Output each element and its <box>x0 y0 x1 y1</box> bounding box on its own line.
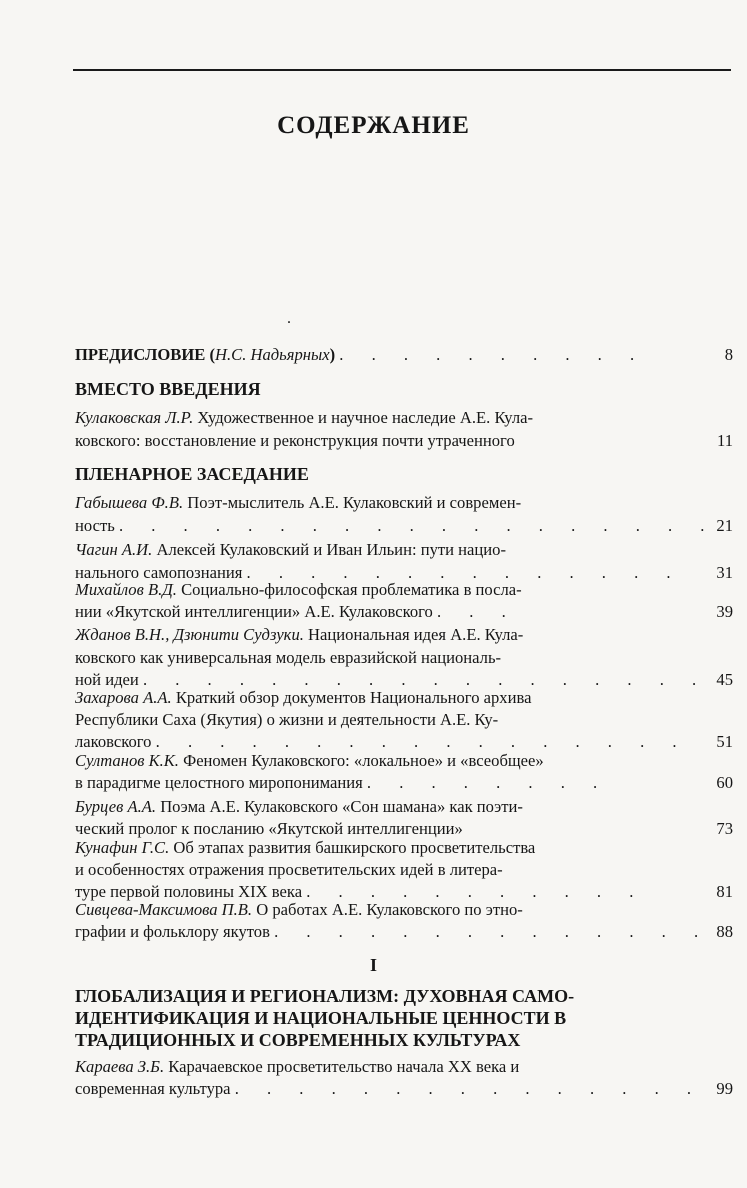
section-heading-line: ТРАДИЦИОННЫХ И СОВРЕМЕННЫХ КУЛЬТУРАХ <box>75 1030 521 1050</box>
leader-dots: . . . . . . . . <box>366 773 610 792</box>
leader-dots: . . . . . . . . . . . . . . . . . . . <box>118 516 717 535</box>
leader-dots: . . . <box>436 602 518 621</box>
section-heading-line: ГЛОБАЛИЗАЦИЯ И РЕГИОНАЛИЗМ: ДУХОВНАЯ САМО- <box>75 986 575 1006</box>
page-number: 39 <box>716 602 733 621</box>
entry-title-line: ческий пролог к посланию «Якутской интеллигенции» <box>75 819 463 838</box>
entry-title-text: ность <box>75 516 115 535</box>
entry-author: Чагин А.И. <box>75 540 153 559</box>
section-heading-line: ИДЕНТИФИКАЦИЯ И НАЦИОНАЛЬНЫЕ ЦЕННОСТИ В <box>75 1008 567 1028</box>
entry-title-text: лаковского <box>75 732 152 751</box>
entry-title-line <box>75 518 716 535</box>
leader-dots: . . . . . . . . . . . . . . <box>274 922 711 941</box>
entry-title-line: Художественное и научное наследие А.Е. Кула- <box>197 408 534 427</box>
entry-author: Захарова А.А. <box>75 688 172 707</box>
entry-title-text: в парадигме целостного миропонимания <box>75 773 363 792</box>
toc-entry-zakharova[interactable] <box>75 690 531 707</box>
stray-dot: . <box>287 310 291 327</box>
page-number: 8 <box>724 345 733 364</box>
entry-author: Сивцева-Максимова П.В. <box>75 900 253 919</box>
preface-author: Н.С. Надьярных <box>215 345 330 364</box>
entry-title-line: Алексей Кулаковский и Иван Ильин: пути нацио- <box>156 540 506 559</box>
top-rule <box>73 69 731 71</box>
leader-dots: . . . . . . . . . . . . . . . <box>234 1079 704 1098</box>
entry-title-line: О работах А.Е. Кулаковского по этно- <box>256 900 523 919</box>
entry-title-text: графии и фольклору якутов <box>75 922 270 941</box>
entry-title-text: нии «Якутской интеллигенции» А.Е. Кулаковского <box>75 602 433 621</box>
leader-dots: . . . . . . . . . . . . . . <box>246 563 683 582</box>
toc-entry-sultanov[interactable] <box>75 753 544 770</box>
page-number: 45 <box>716 670 733 689</box>
entry-author: Кунафин Г.С. <box>75 838 170 857</box>
entry-title-line: и особенностях отражения просветительских идей в литера- <box>75 860 503 879</box>
page-number: 11 <box>717 431 733 450</box>
entry-author: Михайлов В.Д. <box>75 580 177 599</box>
entry-title-line <box>75 604 518 621</box>
entry-title-line: Краткий обзор документов Национального архива <box>175 688 532 707</box>
page-number: 21 <box>716 516 733 535</box>
page-number: 73 <box>716 819 733 838</box>
page-number: 60 <box>716 773 733 792</box>
page-number: 51 <box>716 732 733 751</box>
entry-title-line: Карачаевское просветительство начала XX века и <box>168 1057 520 1076</box>
entry-author: Габышева Ф.В. <box>75 493 184 512</box>
entry-title-line: Феномен Кулаковского: «локальное» и «всеобщее» <box>183 751 544 770</box>
entry-title-line <box>75 775 609 792</box>
leader-dots: . . . . . . . . . . . . . . . . . <box>155 732 689 751</box>
toc-entry-mikhailov[interactable] <box>75 582 522 599</box>
entry-title-text: нального самопознания <box>75 563 243 582</box>
leader-dots: . . . . . . . . . . . . . . . . . . <box>142 670 709 689</box>
preface-label: ПРЕДИСЛОВИЕ <box>75 345 206 364</box>
entry-title-line: Национальная идея А.Е. Кула- <box>308 625 524 644</box>
toc-entry-karaeva[interactable] <box>75 1059 519 1076</box>
entry-title-line: Об этапах развития башкирского просветительства <box>173 838 536 857</box>
entry-title-line <box>75 884 645 901</box>
page-number: 31 <box>716 563 733 582</box>
entry-title-text: современная культура <box>75 1079 231 1098</box>
entry-author: Султанов К.К. <box>75 751 179 770</box>
toc-entry-chagin[interactable] <box>75 542 506 559</box>
toc-entry-sivtseva[interactable] <box>75 902 523 919</box>
entry-title-line <box>75 1081 703 1098</box>
entry-title-line <box>75 672 708 689</box>
page-number: 81 <box>716 882 733 901</box>
page-number: 99 <box>716 1079 733 1098</box>
entry-title-line <box>75 924 710 941</box>
section-heading-intro: ВМЕСТО ВВЕДЕНИЯ <box>75 379 261 399</box>
page-number: 88 <box>716 922 733 941</box>
toc-entry-kulakovskaya[interactable] <box>75 410 533 427</box>
entry-title-line: Республики Саха (Якутия) о жизни и деятельности А.Е. Ку- <box>75 710 499 729</box>
leader-dots: . . . . . . . . . . . <box>306 882 646 901</box>
toc-entry-zhdanov[interactable] <box>75 627 523 644</box>
entry-author: Жданов В.Н., Дзюнити Судзуки. <box>75 625 304 644</box>
entry-title-line: Поэма А.Е. Кулаковского «Сон шамана» как поэти- <box>160 797 523 816</box>
toc-entry-kunafin[interactable] <box>75 840 535 857</box>
leader-dots: . . . . . . . . . . <box>339 345 647 364</box>
toc-entry-burtsev[interactable] <box>75 799 523 816</box>
toc-entry-preface[interactable]: ПРЕДИСЛОВИЕ (Н.С. Надьярных) . . . . . . . . . . <box>75 345 647 364</box>
entry-title-line: Социально-философская проблематика в посла- <box>181 580 522 599</box>
entry-title-text: ной идеи <box>75 670 139 689</box>
entry-title-line: ковского как универсальная модель евразийской националь- <box>75 648 502 667</box>
toc-entry-gabysheva[interactable] <box>75 495 521 512</box>
entry-title-line: Поэт-мыслитель А.Е. Кулаковский и современ- <box>187 493 522 512</box>
entry-author: Бурцев А.А. <box>75 797 157 816</box>
section-heading-plenary: ПЛЕНАРНОЕ ЗАСЕДАНИЕ <box>75 464 309 484</box>
page-title: СОДЕРЖАНИЕ <box>277 112 470 139</box>
entry-author: Кулаковская Л.Р. <box>75 408 194 427</box>
entry-author: Караева З.Б. <box>75 1057 165 1076</box>
entry-title-line <box>75 734 689 751</box>
section-number: I <box>369 955 377 975</box>
entry-title-text: туре первой половины XIX века <box>75 882 303 901</box>
entry-title-line: ковского: восстановление и реконструкция почти утраченного <box>75 431 515 450</box>
